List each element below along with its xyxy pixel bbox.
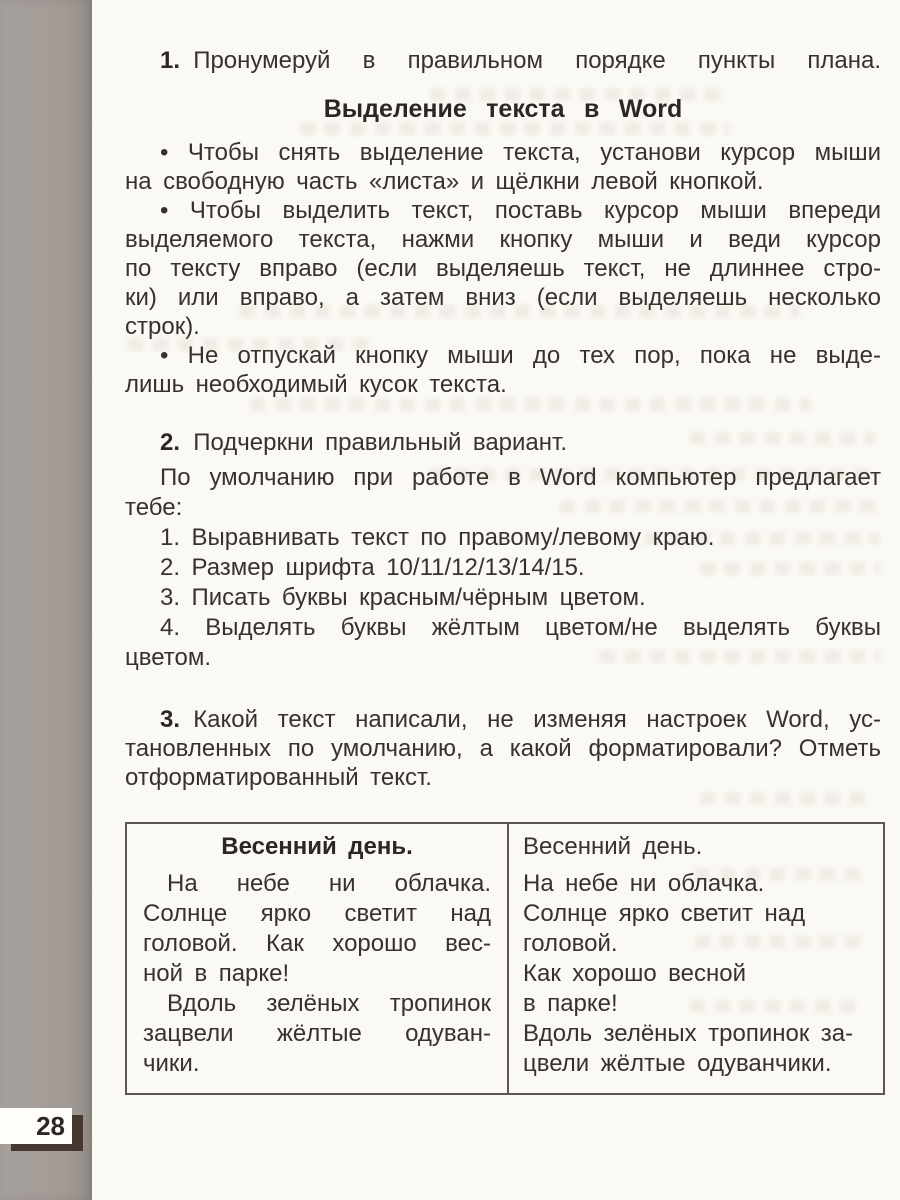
task-1-number: 1. [160, 47, 181, 74]
cell-title-formatted: Весенний день. [221, 833, 413, 860]
text-line: тебе: [125, 494, 183, 521]
bleedthrough-artifact [250, 398, 810, 411]
task-2-number: 2. [160, 429, 181, 456]
text-line: выделяемого текста, нажми кнопку мыши и веди курсор [125, 226, 881, 253]
text-line: на свободную часть «листа» и щёлкни левой кнопкой. [125, 168, 764, 195]
task-2-intro [125, 463, 881, 523]
text-line: Вдоль зелёных тропинок [167, 990, 491, 1017]
text-line: По умолчанию при работе в Word компьютер предлагает [160, 464, 881, 491]
task-3-text: Какой текст написали, не изменяя настроек Word, ус- [193, 706, 881, 733]
task-2 [125, 428, 881, 458]
text-line: цвели жёлтые одуванчики. [523, 1050, 832, 1077]
task-1 [125, 46, 881, 76]
text-line: строк). [125, 313, 200, 340]
option-line: 1. Выравнивать текст по правому/левому краю. [160, 524, 715, 551]
text-line: по тексту вправо (если выделяешь текст, не длиннее стро- [125, 255, 881, 282]
task-2-line [125, 428, 881, 458]
page-number-badge [0, 1108, 72, 1144]
text-line: Как хорошо весной [523, 960, 746, 987]
text-line: • Не отпускай кнопку мыши до тех пор, пока не выде- [160, 342, 881, 369]
text-line: в парке! [523, 990, 618, 1017]
task-3-line [125, 705, 881, 734]
bleedthrough-artifact [700, 792, 870, 805]
text-line: • Чтобы снять выделение текста, установи курсор мыши [160, 139, 881, 166]
task-3 [125, 705, 881, 792]
text-line: Солнце ярко светит над [523, 900, 806, 927]
task-1-line [125, 46, 881, 76]
task-3-number: 3. [160, 706, 181, 733]
option-line: 3. Писать буквы красным/чёрным цветом. [160, 584, 646, 611]
default-text-cell [523, 832, 873, 1079]
text-line: Солнце ярко светит над [143, 900, 491, 927]
text-line: ной в парке! [143, 960, 290, 987]
text-line: Вдоль зелёных тропинок за- [523, 1020, 854, 1047]
text-line: отформатированный текст. [125, 764, 432, 791]
task-2-text: Подчеркни правильный вариант. [193, 429, 568, 456]
formatted-text-cell [143, 832, 491, 1079]
text-line: тановленных по умолчанию, а какой форматировали? Отметь [125, 735, 881, 762]
text-line: чики. [143, 1050, 200, 1077]
text-line: головой. [523, 930, 618, 957]
text-line: • Чтобы выделить текст, поставь курсор мыши впереди [160, 197, 881, 224]
bullet-paragraphs [125, 138, 881, 399]
option-line: 2. Размер шрифта 10/11/12/13/14/15. [160, 554, 585, 581]
option-line: цветом. [125, 644, 212, 671]
text-comparison-table [125, 822, 885, 1095]
text-line: На небе ни облачка. [167, 870, 491, 897]
cell-title-default: Весенний день. [523, 833, 703, 860]
text-line: головой. Как хорошо вес- [143, 930, 491, 957]
table-column-divider [507, 824, 509, 1093]
text-line: На небе ни облачка. [523, 870, 765, 897]
section-heading: Выделение текста в Word [323, 95, 683, 123]
option-line: 4. Выделять буквы жёлтым цветом/не выделять буквы [160, 614, 881, 641]
text-line: ки) или вправо, а затем вниз (если выделяешь несколько [125, 284, 881, 311]
page-number: 28 [36, 1111, 65, 1141]
heading-block [125, 95, 881, 124]
text-line: лишь необходимый кусок текста. [125, 371, 507, 398]
page-margin-strip [0, 0, 92, 1200]
task-2-options [125, 523, 881, 673]
text-line: зацвели жёлтые одуван- [143, 1020, 491, 1047]
task-1-text: Пронумеруй в правильном порядке пункты плана. [193, 47, 881, 74]
